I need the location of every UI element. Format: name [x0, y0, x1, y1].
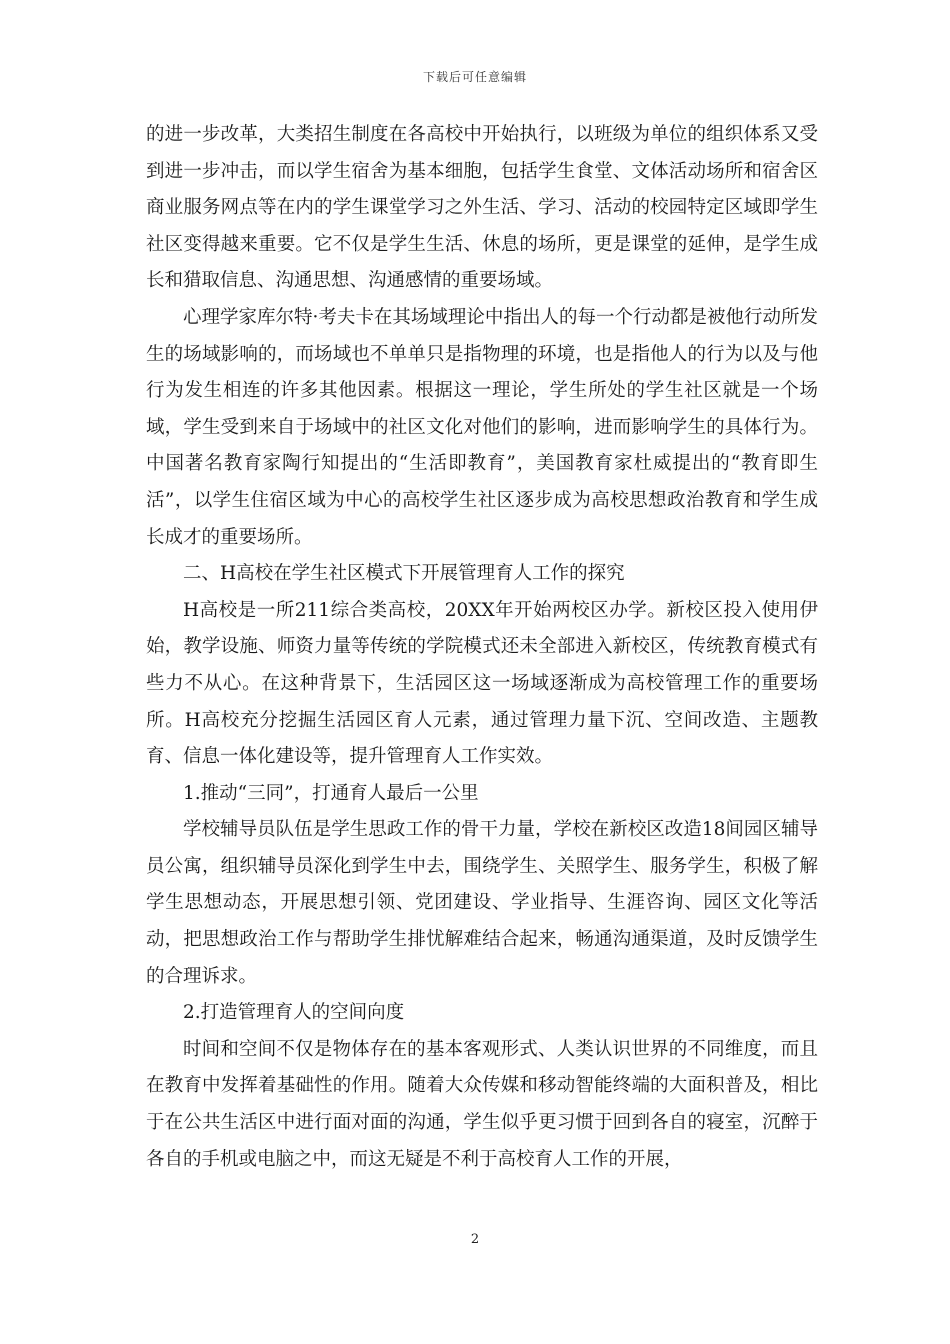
section-heading-2: 二、H高校在学生社区模式下开展管理育人工作的探究 — [183, 563, 625, 585]
paragraph-field-theory: 心理学家库尔特·考夫卡在其场域理论中指出人的每一个行动都是被他行动所发生的场域影响的，而场域也不单单只是指物理的环境，也是指他人的行为以及与他行为发生相连的许多其他因素。根据这一理论，学生所处的学生社区就是一个场域，学生受到来自于场域中的社区文化对他们的影响，进而影响学生的具体行为。中国著名教育家陶行知提出的“生活即教育”，美国教育家杜威提出的“教育即生活”，以学生住宿区域为中心的高校学生社区逐步成为高校思想政治教育和学生成长成才的重要场所。 — [146, 306, 818, 548]
subheading-2: 2.打造管理育人的空间向度 — [183, 1002, 405, 1024]
paragraph-h-university: H高校是一所211综合类高校，20XX年开始两校区办学。新校区投入使用伊始，教学设施、师资力量等传统的学院模式还未全部进入新校区，传统教育模式有些力不从心。在这种背景下，生活园区这一场域逐渐成为高校管理工作的重要场所。H高校充分挖掘生活园区育人元素，通过管理力量下沉、空间改造、主题教育、信息一体化建设等，提升管理育人工作实效。 — [146, 599, 818, 768]
paragraph-continuation: 的进一步改革，大类招生制度在各高校中开始执行，以班级为单位的组织体系又受到进一步冲击，而以学生宿舍为基本细胞，包括学生食堂、文体活动场所和宿舍区商业服务网点等在内的学生课堂学习之外生活、学习、活动的校园特定区域即学生社区变得越来重要。它不仅是学生生活、休息的场所，更是课堂的延伸，是学生成长和猎取信息、沟通思想、沟通感情的重要场域。 — [146, 124, 818, 292]
subheading-1: 1.推动“三同”，打通育人最后一公里 — [183, 782, 479, 804]
paragraph-time-space: 时间和空间不仅是物体存在的基本客观形式、人类认识世界的不同维度，而且在教育中发挥着基础性的作用。随着大众传媒和移动智能终端的大面积普及，相比于在公共生活区中进行面对面的沟通，学生似乎更习惯于回到各自的寝室，沉醉于各自的手机或电脑之中，而这无疑是不利于高校育人工作的开展， — [146, 1038, 818, 1170]
document-body — [146, 117, 818, 1178]
paragraph-counselors: 学校辅导员队伍是学生思政工作的骨干力量，学校在新校区改造18间园区辅导员公寓，组织辅导员深化到学生中去，围绕学生、关照学生、服务学生，积极了解学生思想动态，开展思想引领、党团建设、学业指导、生涯咨询、园区文化等活动，把思想政治工作与帮助学生排忧解难结合起来，畅通沟通渠道，及时反馈学生的合理诉求。 — [146, 819, 818, 987]
page-header: 下载后可任意编辑 — [422, 70, 527, 84]
page-number: 2 — [470, 1232, 480, 1247]
